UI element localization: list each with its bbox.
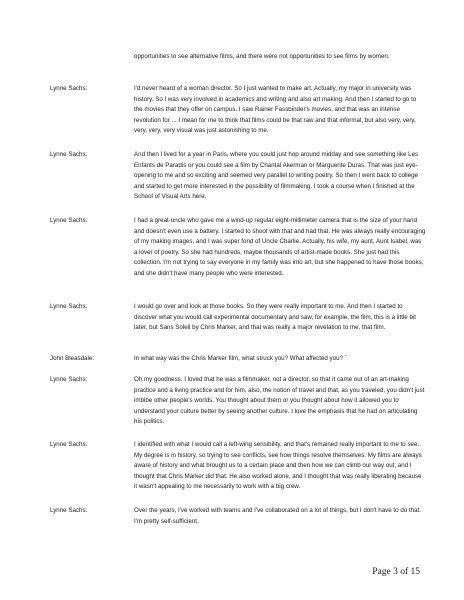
- speaker-name: Lynne Sachs:: [50, 507, 88, 514]
- entry-text: I had a great-uncle who gave me a wind-up regular eight-millimeter camera that is the size of your hand and doesn't even use a battery. I started to shoot with that and had that. He was always really encouraging of my making images, and I was super fond of Uncle Charlie. Actually, his wife, my aunt, Aunt Isabel, was a lover of poetry. So she had hundreds, maybe thousands of artist-made books. She just had this collection. I'm not trying to say everyone in my family was into art, but she happened to have those books, and she didn't have many people who were interested.: [134, 217, 426, 277]
- entry-text: I'd never heard of a woman director. So I just wanted to make art. Actually, my major in university was history. So I was very involved in academics and writing and also art making. And then I started to go to the movies that they offer on campus. I saw Rainer Fassbinder's movies, and that was an intense revolution for ... I mean for me to think that films could be that raw and that informal, but also very, very, very, very, very visual was just astonishing to me.: [134, 85, 417, 135]
- speaker-name: Lynne Sachs:: [50, 441, 88, 448]
- entry-text: Oh my goodness. I loved that he was a filmmaker, not a director, so that it came out of an art-making practice and a living practice and for him, also, the notion of travel and that, as you traveled, you didn't just imbibe other people's worlds. You thought about them or you thought about how it allowed you to understand your culture better by seeing another culture. I love the emphasis that he had on articulating his politics.: [134, 376, 425, 426]
- speaker-name: Lynne Sachs:: [50, 85, 88, 92]
- entry-text: Over the years, I've worked with teams and I've collaborated on a lot of things, but I don't have to do that. I'm pretty self-sufficient.: [134, 507, 421, 525]
- speaker-name: John Bleasdale:: [50, 355, 95, 362]
- entry-text: I would go over and look at those books. So they were really important to me. And then I started to discover what you would call experimental documentary and saw, for example, the film, this is a little bit later, but Sans Soleil by Chris Marker, and that was really a major revelation to me, that film.: [134, 303, 417, 332]
- entry-text: opportunities to see alternative films, and there were not opportunities to see films by women.: [134, 53, 390, 60]
- speaker-name: Lynne Sachs:: [50, 376, 88, 383]
- speaker-name: Lynne Sachs:: [50, 303, 88, 310]
- speaker-name: Lynne Sachs:: [50, 151, 88, 158]
- entry-text: And then I lived for a year in Paris, where you could just hop around midday and see something like Les Enfants de Paradis or you could see a film by Chantal Akerman or Marguerite Duras. That was just eye-opening to me and so exciting and seemed very parallel to writing poetry. So then I went back to college and started to get more interested in the possibility of filmmaking. I took a course when I finished at the School of Visual Arts here.: [134, 151, 419, 201]
- entry-text: I identified with what I would call a left-wing sensibility, and that's remained really important to me to see. My degree is in history, so trying to see conflicts, see how things resolve themselves. My films are always aware of history and what brought us to a certain place and then how we can climb our way out, and I thought that Chris Marker did that. He also worked alone, and I thought that was really liberating because it wasn't appealing to me necessarily to work with a big crew.: [134, 441, 422, 491]
- entry-text: In what way was the Chris Marker film, what struck you? What affected you? `: [134, 355, 347, 362]
- speaker-name: Lynne Sachs:: [50, 217, 88, 224]
- page-number: Page 3 of 15: [372, 567, 420, 577]
